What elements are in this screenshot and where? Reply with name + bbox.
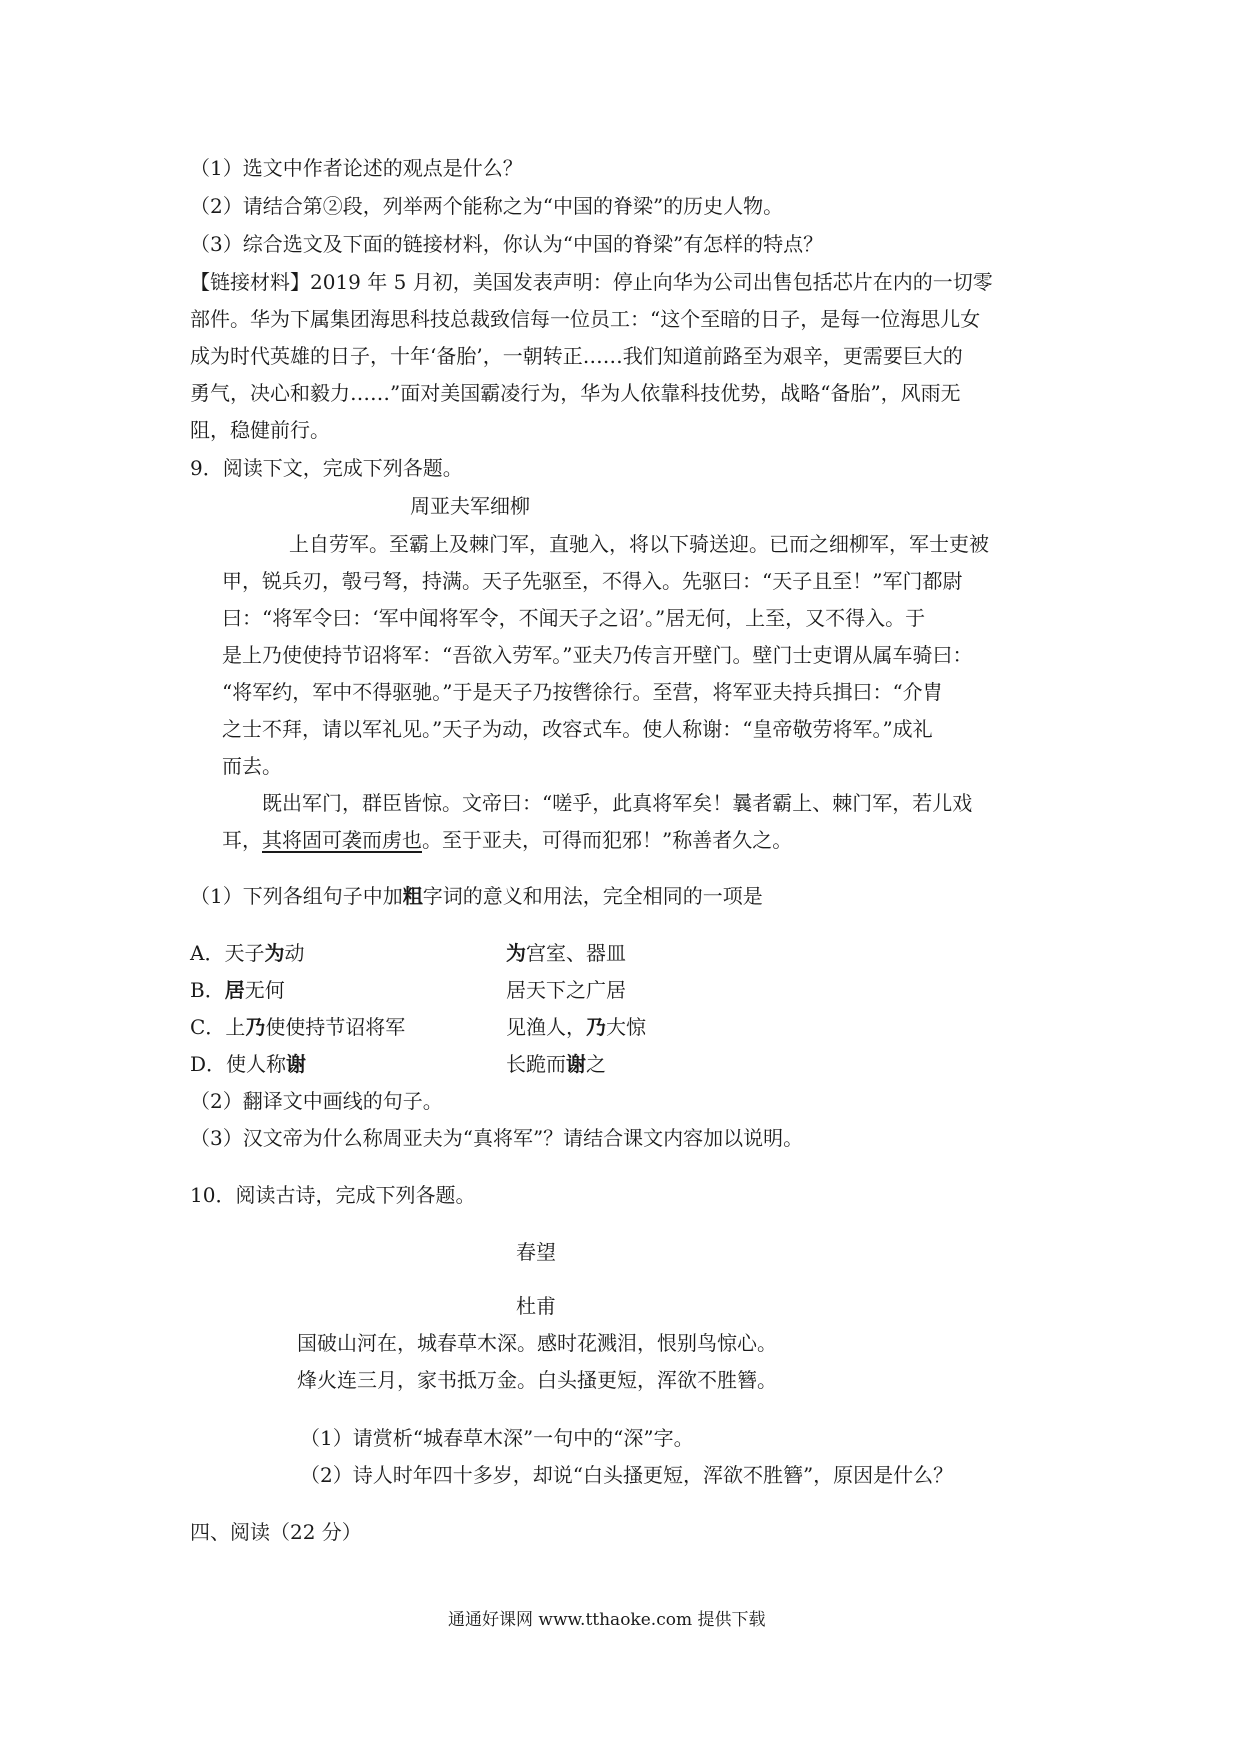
q10-sub1: （1）请赏析“城春草木深”一句中的“深”字。 xyxy=(300,1426,694,1450)
passage-line: 是上乃使使持节诏将军：“吾欲入劳军。”亚夫乃传言开壁门。壁门士吏谓从属车骑曰： xyxy=(222,643,973,667)
page-footer: 通通好课网 www.tthaoke.com 提供下载 xyxy=(448,1610,766,1630)
option-text: 使人称 xyxy=(226,1052,287,1076)
poem-author: 杜甫 xyxy=(516,1294,556,1318)
bold-char: 为 xyxy=(506,941,526,965)
q9-sub2: （2）翻译文中画线的句子。 xyxy=(190,1089,443,1113)
option-text: 天子 xyxy=(224,941,265,965)
poem-title: 春望 xyxy=(516,1240,556,1264)
q9-sub1 xyxy=(190,886,763,906)
link-material-line: 成为时代英雄的日子，十年‘备胎’，一朝转正……我们知道前路至为艰辛，更需要巨大的 xyxy=(190,344,963,368)
option-b xyxy=(190,980,285,1000)
bold-char: 乃 xyxy=(586,1015,606,1039)
option-letter: B． xyxy=(190,978,225,1002)
q9-sub3: （3）汉文帝为什么称周亚夫为“真将军”？请结合课文内容加以说明。 xyxy=(190,1126,804,1150)
link-material-line: 勇气，决心和毅力……”面对美国霸凌行为，华为人依靠科技优势，战略“备胎”，风雨无 xyxy=(190,381,961,405)
q8-sub1: （1）选文中作者论述的观点是什么？ xyxy=(190,156,523,180)
link-material-line: 部件。华为下属集团海思科技总裁致信每一位员工：“这个至暗的日子，是每一位海思儿女 xyxy=(190,307,981,331)
option-text: 宫室、器皿 xyxy=(526,941,626,965)
q9-sub1-text: （1）下列各组句子中加 xyxy=(190,884,403,908)
link-material-line: 【链接材料】2019 年 5 月初，美国发表声明：停止向华为公司出售包括芯片在内的一切零 xyxy=(190,270,993,294)
bold-char: 粗 xyxy=(402,884,423,908)
option-letter: D． xyxy=(190,1052,227,1076)
passage-line: 而去。 xyxy=(222,754,282,778)
option-text: 长跪而 xyxy=(506,1052,566,1076)
poem-line: 国破山河在，城春草木深。感时花溅泪，恨别鸟惊心。 xyxy=(297,1331,777,1355)
option-text: 见渔人， xyxy=(506,1015,586,1039)
q10-sub2: （2）诗人时年四十多岁，却说“白头搔更短，浑欲不胜簪”，原因是什么？ xyxy=(300,1463,954,1487)
section-heading: 四、阅读（22 分） xyxy=(190,1520,362,1544)
link-material-line: 阻，稳健前行。 xyxy=(190,418,330,442)
passage-line: 之士不拜，请以军礼见。”天子为动，改容式车。使人称谢：“皇帝敬劳将军。”成礼 xyxy=(222,717,933,741)
passage-line xyxy=(222,830,792,850)
option-text: 使使持节诏将军 xyxy=(265,1015,406,1039)
q10-heading: 10．阅读古诗，完成下列各题。 xyxy=(190,1183,476,1207)
q8-sub2: （2）请结合第②段，列举两个能称之为“中国的脊梁”的历史人物。 xyxy=(190,194,784,218)
option-text: 之 xyxy=(586,1052,606,1076)
passage-line: 甲，锐兵刃，彀弓弩，持满。天子先驱至，不得入。先驱曰：“天子且至！”军门都尉 xyxy=(222,569,963,593)
bold-char: 谢 xyxy=(286,1052,307,1076)
option-b-right xyxy=(506,980,626,1000)
option-text: 无何 xyxy=(244,978,285,1002)
bold-char: 谢 xyxy=(566,1052,586,1076)
bold-char: 为 xyxy=(264,941,285,965)
option-text: 居天下之广居 xyxy=(506,978,626,1002)
passage-line: “将军约，军中不得驱驰。”于是天子乃按辔徐行。至营，将军亚夫持兵揖曰：“介胄 xyxy=(222,680,943,704)
q8-sub3: （3）综合选文及下面的链接材料，你认为“中国的脊梁”有怎样的特点？ xyxy=(190,232,824,256)
option-text: 大惊 xyxy=(606,1015,646,1039)
q9-sub1-text: 字词的意义和用法，完全相同的一项是 xyxy=(422,884,763,908)
option-c-right xyxy=(506,1017,646,1037)
option-text: 动 xyxy=(284,941,305,965)
underlined-sentence: 其将固可袭而虏也 xyxy=(262,828,422,852)
option-d xyxy=(190,1054,306,1074)
poem-line: 烽火连三月，家书抵万金。白头搔更短，浑欲不胜簪。 xyxy=(297,1368,777,1392)
q9-heading: 9．阅读下文，完成下列各题。 xyxy=(190,456,463,480)
option-a-right xyxy=(506,943,626,963)
passage-line: 上自劳军。至霸上及棘门军，直驰入，将以下骑送迎。已而之细柳军，军士吏被 xyxy=(289,532,989,556)
passage-line: 既出军门，群臣皆惊。文帝曰：“嗟乎，此真将军矣！曩者霸上、棘门军，若儿戏 xyxy=(262,791,973,815)
option-text: 上 xyxy=(225,1015,246,1039)
bold-char: 乃 xyxy=(245,1015,266,1039)
option-d-right xyxy=(506,1054,606,1074)
passage-text: 耳， xyxy=(222,828,262,852)
option-a xyxy=(190,943,304,963)
bold-char: 居 xyxy=(224,978,245,1002)
passage-text: 。至于亚夫，可得而犯邪！”称善者久之。 xyxy=(422,828,793,852)
option-letter: A． xyxy=(190,941,225,965)
option-letter: C． xyxy=(190,1015,226,1039)
option-c xyxy=(190,1017,405,1037)
passage-title: 周亚夫军细柳 xyxy=(410,494,530,518)
passage-line: 曰：“将军令曰：‘军中闻将军令，不闻天子之诏’。”居无何，上至，又不得入。于 xyxy=(222,606,926,630)
